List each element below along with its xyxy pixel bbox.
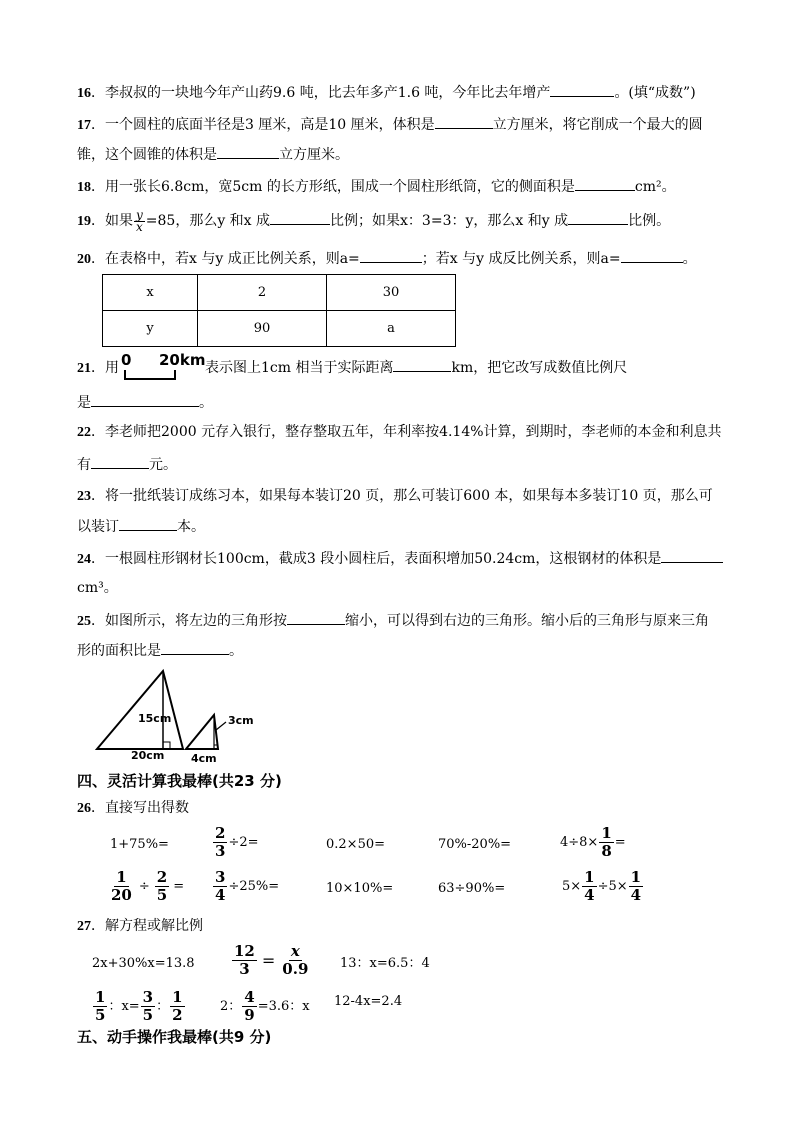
answer-blank[interactable] <box>360 248 422 263</box>
fraction-numerator: 1 <box>172 988 183 1006</box>
small-base-label: 4cm <box>191 752 217 765</box>
question-text-tail: cm²。 <box>634 179 676 195</box>
section-4-heading: 四、灵活计算我最棒(共23 分) <box>77 772 282 790</box>
question-23-line2 <box>77 516 205 537</box>
table-cell: 90 <box>198 311 327 347</box>
calc-1-plus-75pct <box>110 836 169 854</box>
question-number: 18 <box>77 180 91 195</box>
fraction <box>213 825 227 860</box>
calc-text: 10×10%= <box>326 881 394 896</box>
question-number: 19 <box>77 214 91 229</box>
fraction-denominator: 4 <box>584 886 595 904</box>
answer-blank[interactable] <box>575 176 635 191</box>
fraction-denominator: 5 <box>156 886 168 904</box>
proportion-table <box>102 274 456 347</box>
large-height-label: 15cm <box>138 712 172 725</box>
calc-text: 63÷90%= <box>438 881 506 896</box>
question-24 <box>77 548 723 570</box>
question-text-tail: 。 <box>682 251 697 267</box>
question-text: ．用 <box>91 360 119 376</box>
question-text: 是 <box>77 395 91 411</box>
fraction <box>232 943 257 978</box>
answer-blank[interactable] <box>550 82 614 97</box>
equation-12-minus-4x <box>334 993 402 1011</box>
calc-text: =3.6：x <box>257 998 310 1014</box>
question-text-tail: 立方厘米，将它削成一个最大的圆 <box>492 117 703 133</box>
calc-text: 1+75%= <box>110 837 169 852</box>
fraction-numerator: 1 <box>630 868 642 886</box>
table-row <box>103 275 456 311</box>
calc-text: 2x+30%x=13.8 <box>92 956 195 971</box>
question-text-tail: 元。 <box>149 457 177 473</box>
answer-blank[interactable] <box>119 516 177 531</box>
question-text: ．将一批纸装订成练习本，如果每本装订20 页，那么可装订600 本，如果每本多装订10 页，那么可 <box>91 488 713 504</box>
calc-text: = <box>261 950 276 970</box>
line-scale-bar <box>119 351 206 382</box>
table-row <box>103 311 456 347</box>
calc-text: ： <box>156 998 170 1014</box>
small-triangle <box>186 715 218 749</box>
calc-text: ：x= <box>108 998 140 1014</box>
proportion-13-x-6-5-4 <box>340 955 430 973</box>
answer-blank[interactable] <box>661 548 723 563</box>
question-text: 比例；如果x：3=3：y，那么x 和y 成 <box>330 213 569 229</box>
fraction <box>629 869 643 904</box>
question-text: ．在表格中，若x 与y 成正比例关系，则a= <box>91 251 360 267</box>
question-text: 缩小，可以得到右边的三角形。缩小后的三角形与原来三角 <box>345 613 709 629</box>
fraction-numerator: 4 <box>244 988 255 1006</box>
question-number: 22 <box>77 425 91 440</box>
fraction-denominator: 0.9 <box>282 960 309 978</box>
calc-70pct-minus-20pct <box>438 836 511 854</box>
fraction-numerator: x <box>290 942 300 960</box>
question-22 <box>77 422 722 443</box>
large-triangle <box>97 671 183 749</box>
question-number: 24 <box>77 552 91 567</box>
question-16 <box>77 82 696 104</box>
question-text: ．如果 <box>91 213 133 229</box>
fraction-numerator: 2 <box>215 824 226 842</box>
fraction-denominator: 3 <box>239 960 250 978</box>
fraction <box>141 989 155 1024</box>
answer-blank[interactable] <box>435 114 493 129</box>
question-text-tail: 。 <box>229 643 243 659</box>
large-base-label: 20cm <box>131 749 165 762</box>
question-19 <box>77 208 670 235</box>
question-25 <box>77 610 709 632</box>
proportion-1-5-x-3-5-1-2 <box>92 989 186 1024</box>
small-height-pointer <box>216 722 226 730</box>
question-27 <box>77 916 203 937</box>
question-number: 26 <box>77 801 91 816</box>
calc-text: 12-4x=2.4 <box>334 994 403 1009</box>
question-text: ．直接写出得数 <box>91 800 189 816</box>
scale-bar-line <box>119 354 205 382</box>
answer-blank[interactable] <box>91 454 149 469</box>
question-text: ．李叔叔的一块地今年产山药9.6 吨，比去年多产1.6 吨，今年比去年增产 <box>91 85 551 101</box>
calc-text: ÷2= <box>228 834 259 850</box>
calc-10-times-10pct <box>326 880 393 898</box>
calc-text: ÷5× <box>597 878 628 894</box>
table-cell: y <box>103 311 198 347</box>
calc-5-times-1-4-div-5-times-1-4 <box>562 869 644 904</box>
calc-text: 4÷8× <box>560 834 599 850</box>
question-text-tail: 。 <box>199 395 213 411</box>
fraction <box>109 869 134 904</box>
fraction-denominator: 4 <box>630 886 642 904</box>
calc-text: 13：x=6.5：4 <box>340 956 430 971</box>
fraction-numerator: 1 <box>584 868 595 886</box>
calc-text: 2： <box>220 998 242 1014</box>
question-text: 以装订 <box>77 519 119 535</box>
question-25-line2 <box>77 640 243 661</box>
question-17-line2 <box>77 144 349 165</box>
fraction-numerator: 1 <box>601 824 612 842</box>
question-text: 表示图上1cm 相当于实际距离 <box>205 360 394 376</box>
calc-2-3-div-2 <box>212 825 259 860</box>
answer-blank[interactable] <box>393 357 451 372</box>
fraction-numerator: 3 <box>142 988 154 1006</box>
question-21-line2 <box>77 392 213 413</box>
fraction-numerator: 12 <box>234 942 255 960</box>
fraction-numerator: 3 <box>215 868 226 886</box>
fraction-denominator: 3 <box>215 842 226 860</box>
question-number: 21 <box>77 361 91 376</box>
fraction-numerator: 1 <box>116 868 127 886</box>
fraction-denominator: 5 <box>95 1006 106 1024</box>
fraction-denominator: 9 <box>244 1006 255 1024</box>
question-21 <box>77 351 628 383</box>
fraction <box>280 943 310 978</box>
question-22-line2 <box>77 454 177 475</box>
answer-blank[interactable] <box>621 248 683 263</box>
table-cell: 2 <box>198 275 327 311</box>
table-cell: x <box>103 275 198 311</box>
question-text: cm³。 <box>77 580 118 596</box>
question-23 <box>77 486 713 507</box>
calc-text: 70%-20%= <box>438 837 512 852</box>
question-text: ．一个圆柱的底面半径是3 厘米，高是10 厘米，体积是 <box>91 117 435 133</box>
question-text-tail: 立方厘米。 <box>279 147 349 163</box>
table-cell: a <box>327 311 456 347</box>
calc-0-2-times-50 <box>326 836 385 854</box>
equation-2x-plus-30pct-x <box>92 955 195 973</box>
question-text: ．一根圆柱形钢材长100cm，截成3 段小圆柱后，表面积增加50.24cm，这根钢材的体积是 <box>91 551 662 567</box>
scale-right-label: 20km <box>159 351 206 369</box>
fraction-denominator: 4 <box>215 886 226 904</box>
fraction <box>170 989 184 1024</box>
question-text: ；若x 与y 成反比例关系，则a= <box>421 251 621 267</box>
question-text-tail: 。(填“成数”) <box>614 85 696 101</box>
calc-63-div-90pct <box>438 880 505 898</box>
question-number: 23 <box>77 489 91 504</box>
fraction-numerator: 2 <box>156 868 168 886</box>
question-number: 16 <box>77 86 91 101</box>
calc-text: ÷25%= <box>228 878 280 894</box>
fraction-denominator: 5 <box>142 1006 154 1024</box>
question-18 <box>77 176 676 198</box>
fraction <box>93 989 107 1024</box>
calc-text: 5× <box>562 878 582 894</box>
table-cell: 30 <box>327 275 456 311</box>
question-text: ．如图所示，将左边的三角形按 <box>91 613 287 629</box>
proportion-12-3-eq-x-0-9 <box>231 943 311 978</box>
fraction-numerator: 1 <box>95 988 106 1006</box>
calc-1-20-div-2-5 <box>108 869 184 904</box>
fraction <box>599 825 613 860</box>
fraction <box>213 869 227 904</box>
question-number: 20 <box>77 252 91 267</box>
proportion-2-4-9-3-6-x <box>220 989 310 1024</box>
calc-text: 0.2×50= <box>326 837 386 852</box>
fraction <box>155 869 169 904</box>
fraction-denominator: 2 <box>172 1006 183 1024</box>
calc-3-4-div-25pct <box>212 869 279 904</box>
question-20 <box>77 248 697 270</box>
question-text-tail: 本。 <box>177 519 205 535</box>
question-24-line2 <box>77 578 118 598</box>
section-5-heading: 五、动手操作我最棒(共9 分) <box>77 1028 272 1046</box>
question-text: 锥，这个圆锥的体积是 <box>77 147 217 163</box>
fraction-denominator: 8 <box>601 842 612 860</box>
answer-blank[interactable] <box>91 392 199 407</box>
question-text: 形的面积比是 <box>77 643 161 659</box>
triangles-figure <box>94 668 264 768</box>
question-number: 25 <box>77 614 91 629</box>
fraction-denominator: x <box>136 219 143 234</box>
question-26 <box>77 798 189 819</box>
answer-blank[interactable] <box>568 210 628 225</box>
question-text: km，把它改写成数值比例尺 <box>451 360 628 376</box>
question-text-tail: 比例。 <box>628 213 671 229</box>
answer-blank[interactable] <box>161 640 229 655</box>
answer-blank[interactable] <box>287 610 345 625</box>
question-text: =85，那么y 和x 成 <box>145 213 271 229</box>
fraction <box>242 989 256 1024</box>
question-text: ．用一张长6.8cm，宽5cm 的长方形纸，围成一个圆柱形纸筒，它的侧面积是 <box>91 179 575 195</box>
question-number: 17 <box>77 118 91 133</box>
fraction-denominator: 20 <box>111 886 132 904</box>
fraction-y-over-x <box>134 207 145 234</box>
question-text: ．李老师把2000 元存入银行，整存整取五年，年利率按4.14%计算，到期时，李老师的本金和利息共 <box>91 424 722 440</box>
answer-blank[interactable] <box>270 210 330 225</box>
fraction <box>582 869 596 904</box>
calc-4-div-8-times-1-8 <box>560 825 626 860</box>
calc-text: = <box>614 834 626 850</box>
answer-blank[interactable] <box>217 144 279 159</box>
fraction-numerator: y <box>136 207 143 222</box>
scale-left-label: 0 <box>121 351 132 369</box>
calc-text: = <box>173 878 185 894</box>
question-number: 27 <box>77 919 91 934</box>
small-height-label: 3cm <box>228 714 254 727</box>
question-17 <box>77 114 703 136</box>
question-text: 有 <box>77 457 91 473</box>
calc-text: ÷ <box>138 878 150 894</box>
question-text: ．解方程或解比例 <box>91 918 203 934</box>
